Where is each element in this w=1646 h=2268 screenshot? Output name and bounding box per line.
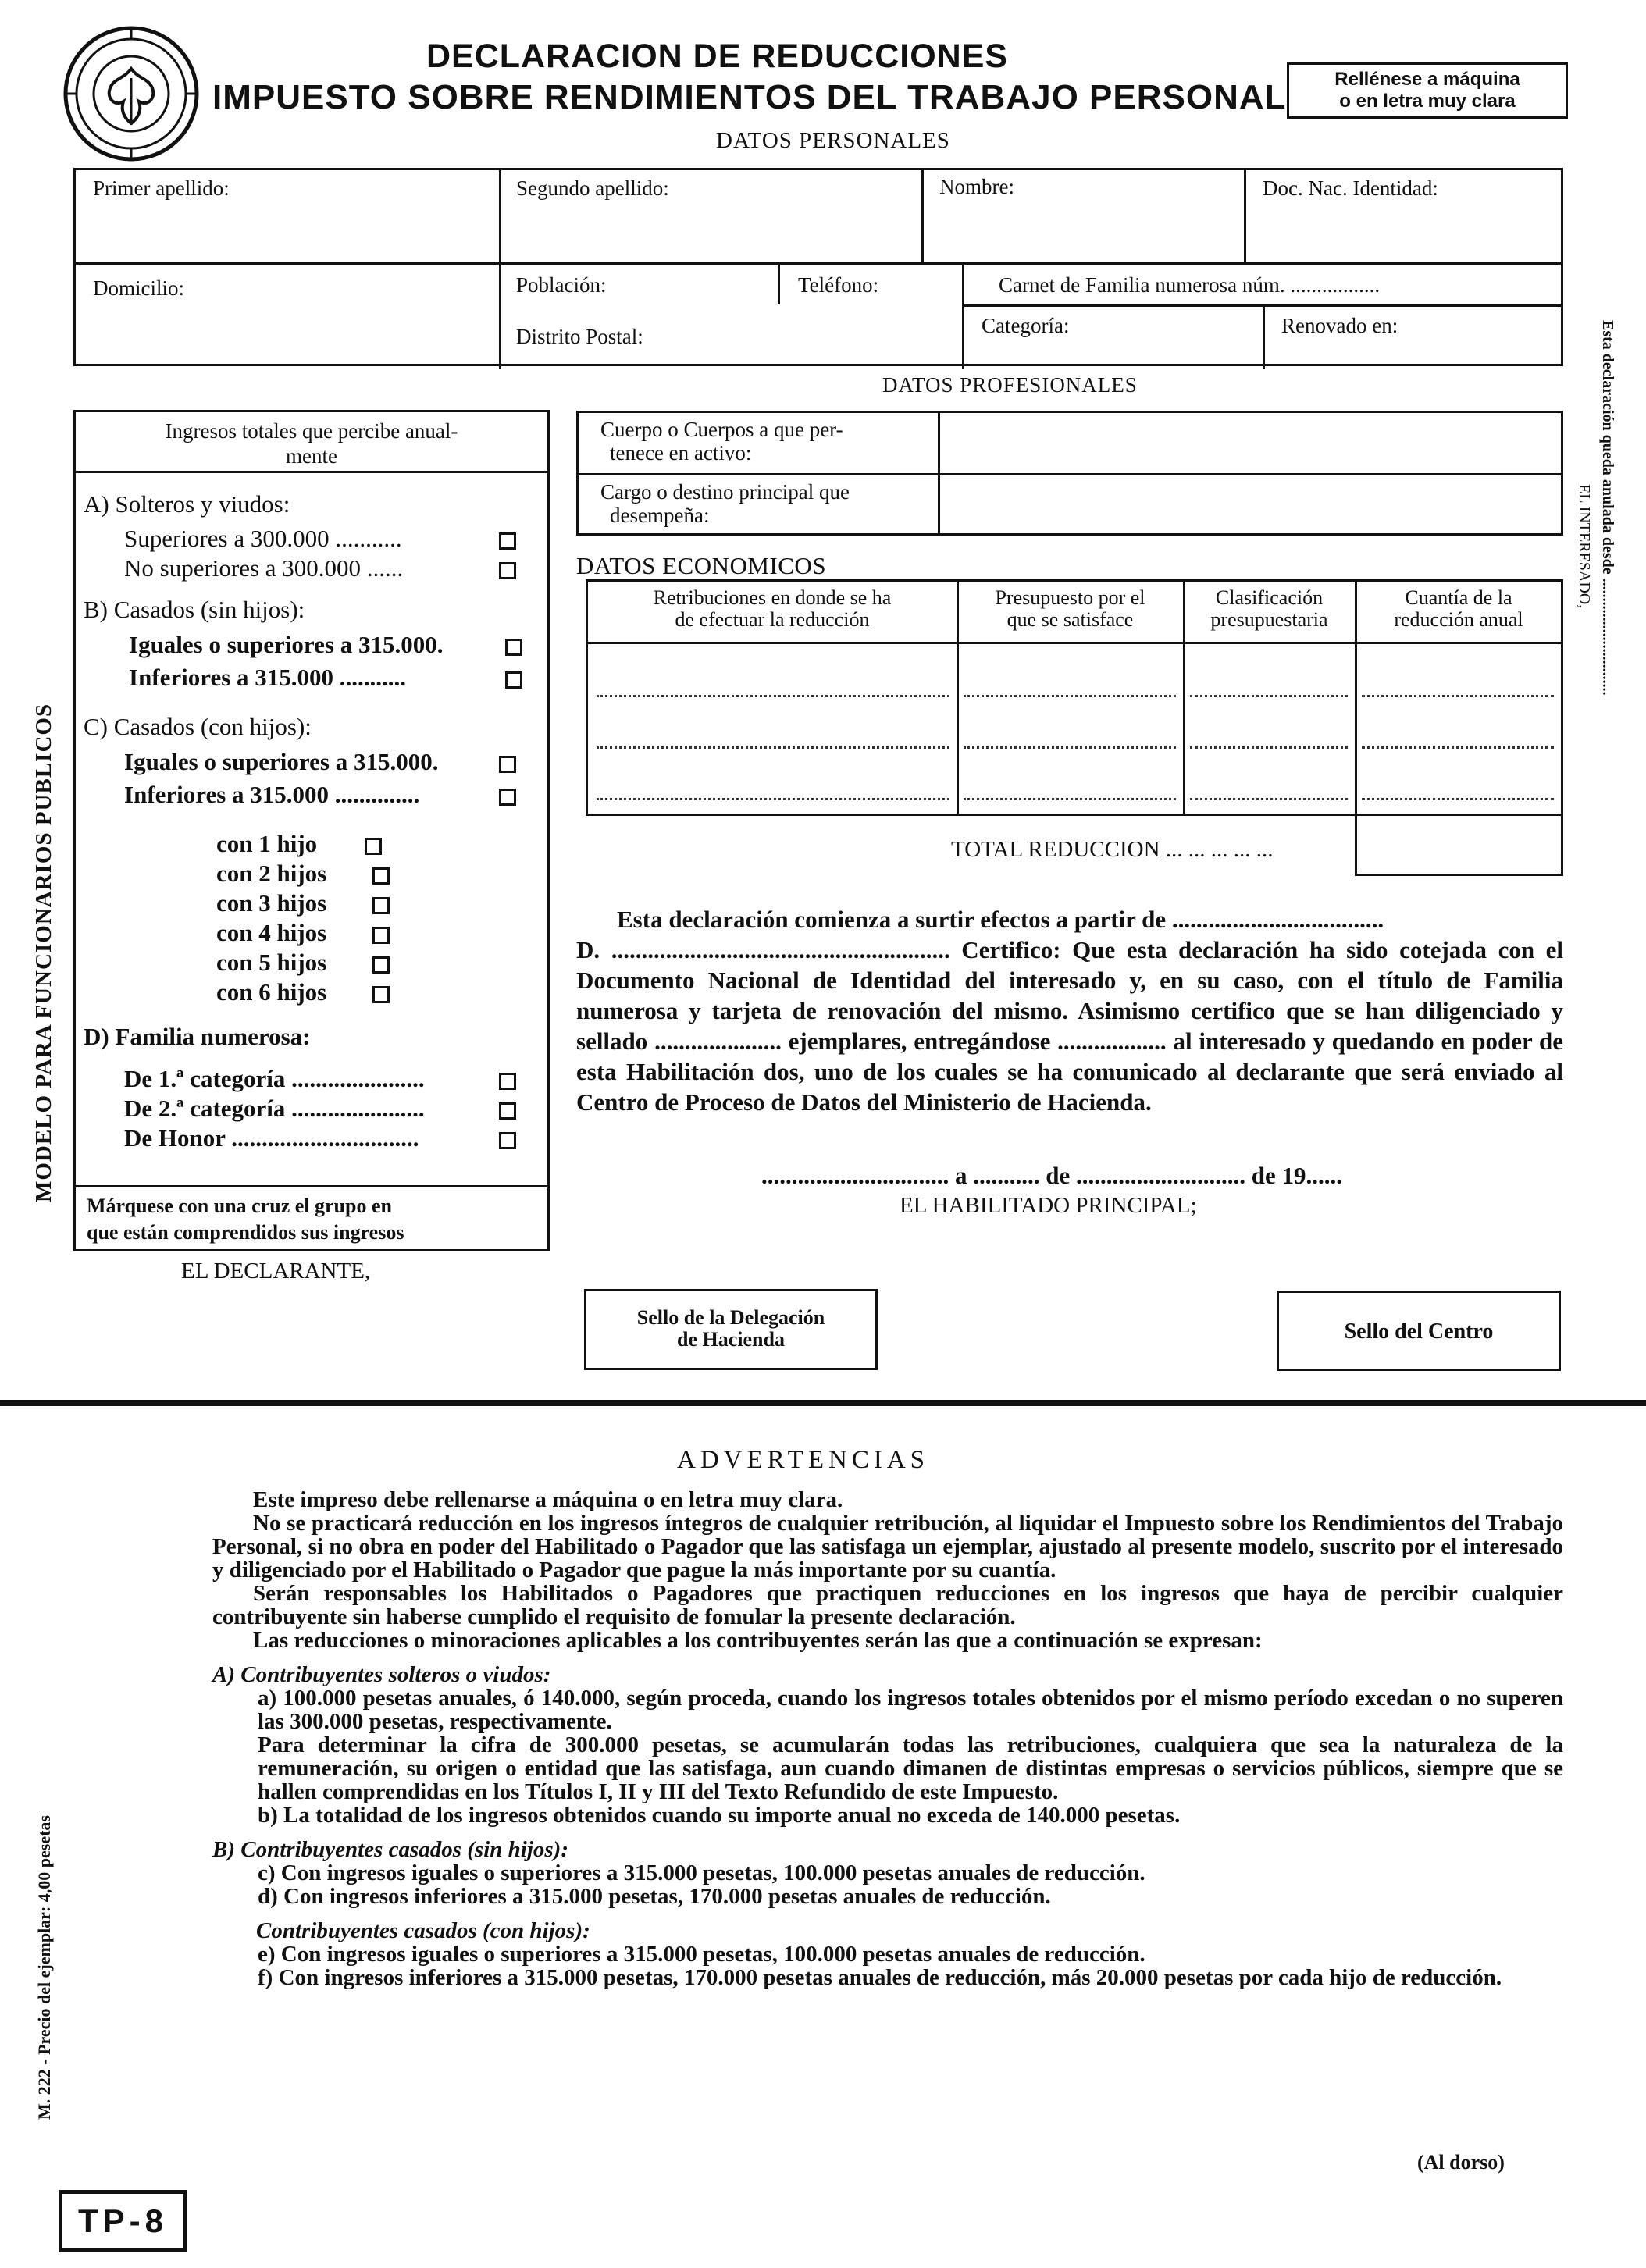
- checkbox-d2[interactable]: [499, 1102, 516, 1120]
- form-title-tax: IMPUESTO SOBRE RENDIMIENTOS DEL TRABAJO PERSONAL: [212, 78, 1287, 116]
- checkbox-b1[interactable]: [505, 639, 522, 656]
- field-domicilio[interactable]: Domicilio:: [93, 276, 184, 300]
- column-header-cuantia: Cuantía de la reducción anual: [1394, 586, 1523, 631]
- group-a-option-2: No superiores a 300.000 ......: [124, 554, 404, 582]
- advertencias-title: ADVERTENCIAS: [677, 1446, 930, 1474]
- field-carnet-familia[interactable]: Carnet de Familia numerosa núm. .................: [999, 273, 1381, 297]
- children-option-5: con 5 hijos: [216, 949, 327, 976]
- field-primer-apellido[interactable]: Primer apellido:: [93, 176, 230, 200]
- checkbox-b2[interactable]: [505, 671, 522, 689]
- field-telefono[interactable]: Teléfono:: [798, 273, 879, 297]
- checkbox-hijos-6[interactable]: [372, 986, 390, 1003]
- checkbox-d3[interactable]: [499, 1132, 516, 1149]
- checkbox-d1[interactable]: [499, 1073, 516, 1090]
- stamp-centro-box: Sello del Centro: [1277, 1291, 1561, 1371]
- field-distrito-postal[interactable]: Distrito Postal:: [516, 325, 643, 348]
- checkbox-a2[interactable]: [499, 562, 516, 579]
- field-cargo[interactable]: Cargo o destino principal que desempeña:: [600, 480, 850, 527]
- model-vertical-label: MODELO PARA FUNCIONARIOS PUBLICOS: [31, 703, 56, 1202]
- certification-text: Esta declaración comienza a surtir efectos a partir de ................................... D. ........................................................ Certifico: Que esta declaración ha sido cotejada con el Documento Nacional de Identidad del interesado y, en su caso, con el título de Familia numerosa y tarjeta de renovación del mismo. Asimismo certifico que se han diligenciado y sellado ..................... ejemplares, entregándose .................. al interesado y quedando en poder de esta Habilitación dos, uno de los cuales se ha comunicado al declarante que será enviado al Centro de Proceso de Datos del Ministerio de Hacienda.: [576, 906, 1563, 1116]
- total-reduction-label: TOTAL REDUCCION ... ... ... ... ...: [951, 837, 1274, 862]
- place-date-line[interactable]: ............................... a ........... de ............................ de 19......: [761, 1162, 1342, 1189]
- children-option-1: con 1 hijo: [216, 830, 318, 857]
- fill-instruction-box: Rellénese a máquina o en letra muy clara: [1287, 62, 1568, 119]
- advertencias-body: Este impreso debe rellenarse a máquina o en letra muy clara. No se practicará reducción en los ingresos íntegros de cualquier retribución, al liquidar el Impuesto sobre los Rendimientos del Trabajo Personal, si no obra en poder del Habilitado o Pagador que las satisfaga un ejemplar, ajustado al presente modelo, suscrito por el interesado y diligenciado por el Habilitado o Pagador que pague la más importante por su cuantía. Serán responsables los Habilitados o Pagadores que practiquen reducciones en los ingresos que haya de percibir cualquier contribuyente sin haberse cumplido el requisito de fomular la presente declaración. Las reducciones o minoraciones aplicables a los contribuyentes serán las que a continuación se expresan: A) Contribuyentes solteros o viudos: a) 100.000 pesetas anuales, ó 140.000, según proceda, cuando los ingresos totales obtenidos por el mismo período excedan o no superen las 300.000 pesetas, respectivamente. Para determinar la cifra de 300.000 pesetas, se acumularán todas las retribuciones, cualquiera que sea la naturaleza de la remuneración, su origen o entidad que las satisfaga, aun cuando dimanen de distintas empresas o servicios públicos, siempre que se hallen comprendidas en los Títulos I, II y III del Texto Refundido de este Impuesto. b) La totalidad de los ingresos obtenidos cuando su importe anual no exceda de 140.000 pesetas. B) Contribuyentes casados (sin hijos): c) Con ingresos iguales o superiores a 315.000 pesetas, 100.000 pesetas anuales de reducción. d) Con ingresos inferiores a 315.000 pesetas, 170.000 pesetas anuales de reducción. Contribuyentes casados (con hijos): e) Con ingresos iguales o superiores a 315.000 pesetas, 100.000 pesetas anuales de reducción. f) Con ingresos inferiores a 315.000 pesetas, 170.000 pesetas anuales de reducción, más 20.000 pesetas por cada hijo de reducción.: [212, 1487, 1563, 1990]
- annulment-vertical-label: Esta declaración queda anulada desde ..............................: [1599, 320, 1616, 696]
- children-option-4: con 4 hijos: [216, 919, 327, 946]
- section-title-personal: DATOS PERSONALES: [716, 128, 950, 153]
- checkbox-a1[interactable]: [499, 532, 516, 550]
- column-header-retribuciones: Retribuciones en donde se ha de efectuar la reducción: [653, 586, 892, 631]
- column-header-clasificacion: Clasificación presupuestaria: [1210, 586, 1328, 631]
- field-dni[interactable]: Doc. Nac. Identidad:: [1263, 176, 1438, 200]
- section-title-economic: DATOS ECONOMICOS: [576, 552, 827, 579]
- checkbox-c2[interactable]: [499, 789, 516, 806]
- checkbox-hijos-3[interactable]: [372, 897, 390, 914]
- income-group-panel: [73, 410, 550, 1251]
- checkbox-hijos-4[interactable]: [372, 927, 390, 944]
- economic-data-table: [586, 579, 1563, 876]
- children-option-6: con 6 hijos: [216, 978, 327, 1006]
- group-d-option-1: De 1.ª categoría ......................: [124, 1065, 425, 1092]
- checkbox-hijos-1[interactable]: [365, 838, 382, 855]
- group-c-option-2: Inferiores a 315.000 ..............: [124, 781, 420, 808]
- mark-instruction: Márquese con una cruz el grupo en que están comprendidos sus ingresos: [87, 1195, 404, 1244]
- form-title-main: DECLARACION DE REDUCCIONES: [426, 37, 1009, 75]
- coat-of-arms-seal-icon: [61, 23, 201, 164]
- group-d-option-3: De Honor ...............................: [124, 1124, 419, 1152]
- habilitado-signature-label: EL HABILITADO PRINCIPAL;: [900, 1193, 1197, 1218]
- section-divider: [0, 1400, 1646, 1406]
- section-title-professional: DATOS PROFESIONALES: [882, 373, 1138, 397]
- column-header-presupuesto: Presupuesto por el que se satisface: [995, 586, 1145, 631]
- group-c-option-1: Iguales o superiores a 315.000.: [124, 748, 439, 775]
- group-d-option-2: De 2.ª categoría ......................: [124, 1095, 425, 1122]
- field-cuerpo[interactable]: Cuerpo o Cuerpos a que per- tenece en activo:: [600, 418, 843, 465]
- declarant-signature-label: EL DECLARANTE,: [181, 1259, 371, 1284]
- group-c-title: C) Casados (con hijos):: [84, 713, 312, 740]
- children-option-2: con 2 hijos: [216, 860, 327, 887]
- form-code-badge: TP-8: [59, 2190, 187, 2252]
- checkbox-hijos-2[interactable]: [372, 867, 390, 885]
- group-a-title: A) Solteros y viudos:: [84, 490, 290, 518]
- field-categoria[interactable]: Categoría:: [982, 314, 1070, 337]
- interesado-vertical-label: EL INTERESADO,: [1576, 484, 1593, 609]
- al-dorso-note: (Al dorso): [1417, 2151, 1505, 2174]
- field-segundo-apellido[interactable]: Segundo apellido:: [516, 176, 669, 200]
- field-poblacion[interactable]: Población:: [516, 273, 607, 297]
- price-vertical-label: M. 222 - Precio del ejemplar: 4,00 pesetas: [34, 1815, 54, 2120]
- group-b-option-2: Inferiores a 315.000 ...........: [129, 664, 407, 691]
- field-renovado[interactable]: Renovado en:: [1281, 314, 1398, 337]
- checkbox-hijos-5[interactable]: [372, 956, 390, 974]
- income-panel-title: Ingresos totales que percibe anual- mente: [165, 419, 458, 468]
- group-a-option-1: Superiores a 300.000 ...........: [124, 525, 402, 552]
- children-option-3: con 3 hijos: [216, 889, 327, 917]
- stamp-delegacion-box: Sello de la Delegación de Hacienda: [584, 1289, 878, 1370]
- group-d-title: D) Familia numerosa:: [84, 1023, 311, 1050]
- group-b-title: B) Casados (sin hijos):: [84, 596, 305, 623]
- professional-data-box: [576, 411, 1563, 536]
- checkbox-c1[interactable]: [499, 756, 516, 773]
- personal-data-grid: [73, 168, 1563, 366]
- group-b-option-1: Iguales o superiores a 315.000.: [129, 631, 444, 658]
- field-nombre[interactable]: Nombre:: [939, 175, 1014, 198]
